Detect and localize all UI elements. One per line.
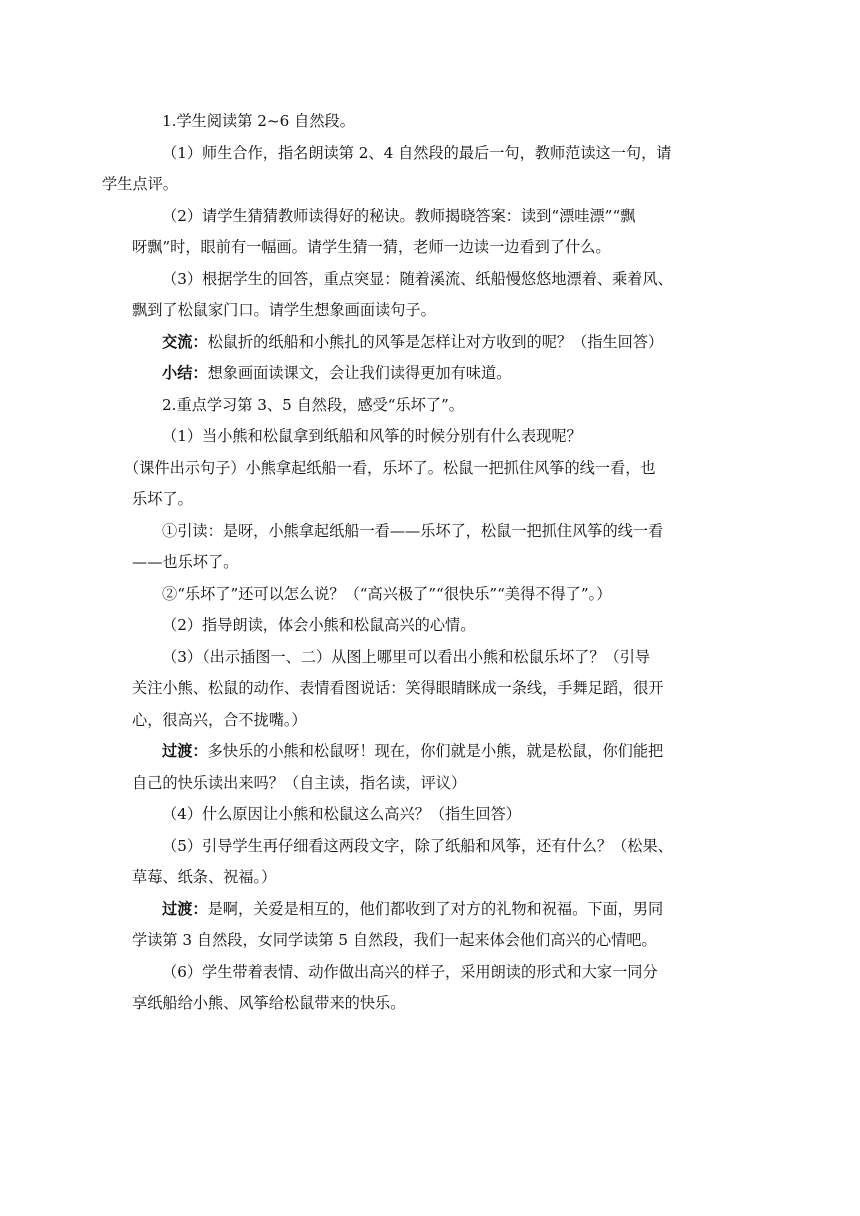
paragraph-guided-reading	[132, 516, 732, 579]
paragraph-synonyms	[132, 579, 732, 611]
paragraph-step-1-2	[132, 201, 732, 264]
paragraph-step-2-5	[132, 831, 732, 894]
text-line: ——也乐坏了。	[132, 553, 239, 571]
text-line: 关注小熊、松鼠的动作、表情看图说话：笑得眼睛眯成一条线，手舞足蹈，很开	[132, 679, 664, 697]
text-line: 飘到了松鼠家门口。请学生想象画面读句子。	[132, 301, 436, 319]
paragraph-step-2	[132, 390, 732, 422]
paragraph-courseware-sentence	[124, 453, 732, 516]
paragraph-summary	[132, 358, 732, 390]
paragraph-step-2-1	[132, 421, 732, 453]
text-line: 享纸船给小熊、风筝给松鼠带来的快乐。	[132, 994, 406, 1012]
paragraph-transition-2	[132, 894, 732, 957]
text-line: （2）指导朗读，体会小熊和松鼠高兴的心情。	[162, 616, 476, 634]
transition-label: 过渡：	[162, 742, 208, 760]
text-line: （6）学生带着表情、动作做出高兴的样子，采用朗读的形式和大家一同分	[162, 962, 658, 981]
text-line: 自己的快乐读出来吗？（自主读，指名读，评议）	[132, 773, 467, 792]
exchange-text: 松鼠折的纸船和小熊扎的风筝是怎样让对方收到的呢？（指生回答）	[207, 332, 664, 351]
transition-text: 是啊，关爱是相互的，他们都收到了对方的礼物和祝福。下面，男同	[207, 899, 664, 918]
summary-text: 想象画面读课文，会让我们读得更加有味道。	[207, 364, 512, 382]
text-line: （1）当小熊和松鼠拿到纸船和风筝的时候分别有什么表现呢？	[162, 427, 582, 445]
text-line: （5）引导学生再仔细看这两段文字，除了纸船和风筝，还有什么？（松果、	[162, 836, 673, 855]
text-line: 1.学生阅读第 2~6 自然段。	[162, 112, 355, 130]
text-line: （4）什么原因让小熊和松鼠这么高兴？（指生回答）	[162, 805, 521, 823]
summary-label: 小结：	[162, 364, 208, 382]
paragraph-step-2-3	[132, 642, 732, 737]
text-line: （1）师生合作，指名朗读第 2、4 自然段的最后一句，教师范读这一句，请	[162, 143, 672, 162]
paragraph-step-2-4	[132, 799, 732, 831]
text-line	[132, 894, 732, 926]
text-line: ①引读：是呀，小熊拿起纸船一看——乐坏了，松鼠一把抓住风筝的线一看	[162, 521, 664, 540]
paragraph-step-2-6	[132, 957, 732, 1020]
paragraph-step-1	[132, 106, 732, 138]
text-line: （3）根据学生的回答，重点突显：随着溪流、纸船慢悠悠地漂着、乘着风、	[162, 269, 673, 288]
text-line: 学读第 3 自然段，女同学读第 5 自然段，我们一起来体会他们高兴的心情吧。	[132, 931, 657, 949]
exchange-label: 交流：	[162, 332, 208, 351]
text-line: 2.重点学习第 3、5 自然段，感受“乐坏了”。	[162, 395, 464, 414]
paragraph-step-2-2	[132, 610, 732, 642]
paragraph-exchange	[132, 327, 732, 359]
text-line: （2）请学生猜猜教师读得好的秘诀。教师揭晓答案：读到“漂哇漂”“飘	[162, 206, 636, 225]
text-line: （3）（出示插图一、二）从图上哪里可以看出小熊和松鼠乐坏了？（引导	[162, 647, 651, 666]
transition-text: 多快乐的小熊和松鼠呀！现在，你们就是小熊，就是松鼠，你们能把	[207, 742, 664, 760]
document-body	[102, 106, 732, 1020]
text-line	[132, 736, 732, 768]
text-line: 心，很高兴，合不拢嘴。）	[132, 710, 307, 729]
paragraph-transition-1	[132, 736, 732, 799]
transition-label: 过渡：	[162, 899, 208, 918]
text-line: 学生点评。	[102, 175, 178, 193]
text-line: 乐坏了。	[132, 490, 193, 508]
text-line: （课件出示句子）小熊拿起纸船一看，乐坏了。松鼠一把抓住风筝的线一看，也	[124, 458, 656, 477]
paragraph-step-1-1	[102, 138, 732, 201]
text-line: ②“乐坏了”还可以怎么说？（“高兴极了”“很快乐”“美得不得了”。）	[162, 584, 612, 603]
text-line: 草莓、纸条、祝福。）	[132, 868, 277, 886]
paragraph-step-1-3	[132, 264, 732, 327]
text-line: 呀飘”时，眼前有一幅画。请学生猜一猜，老师一边读一边看到了什么。	[132, 238, 611, 256]
